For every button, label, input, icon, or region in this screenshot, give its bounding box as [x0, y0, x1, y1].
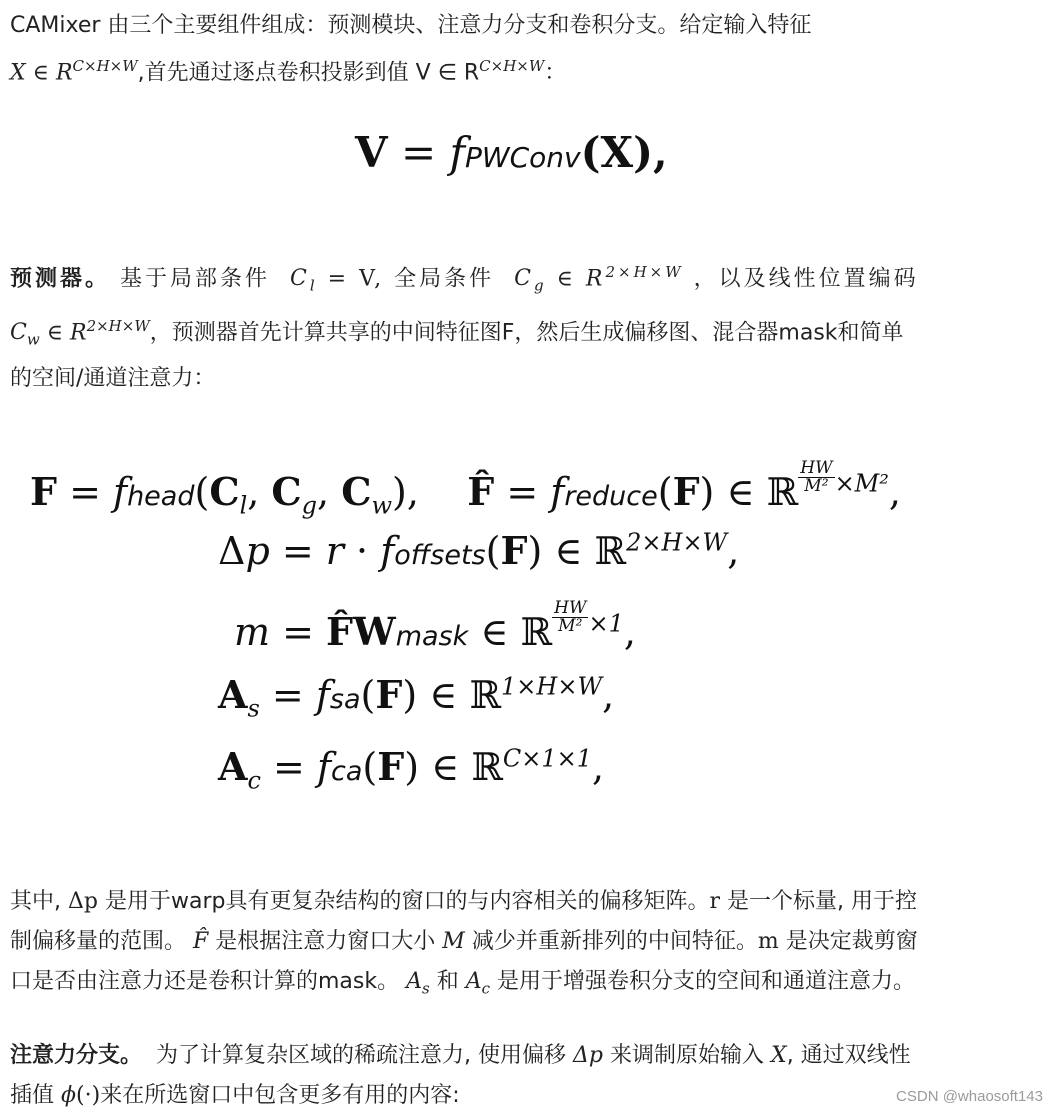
eq-row-5: $A_c = fca(F)$ ∈ ℝ$^{C\times 1\times 1}$, [218, 744, 605, 795]
intro-paragraph [10, 6, 1050, 93]
explain-text-1: 其中, [10, 889, 61, 914]
equation-system [20, 440, 1050, 820]
explain-text-4: 制偏移量的范围。 [10, 929, 187, 954]
predictor-line-2: $C_w$ ∈ $R^{2\times H\times W}$，预测器首先计算共享的中间特征图F，然后生成偏移图、混合器mask和简单 [10, 316, 904, 349]
intro-text-1: CAMixer 由三个主要组件组成：预测模块、注意力分支和卷积分支。给定输入特征 [10, 13, 812, 38]
explain-text-7: 是决定裁剪窗 [785, 929, 918, 954]
eq-row-4: $A_s = fsa(F)$ ∈ ℝ$^{1\times H\times W}$, [218, 672, 615, 723]
eq-row-3-sub: mask [395, 621, 469, 652]
eq-row-2: Δp = r · foffsets(F) ∈ ℝ$^{2\times H\times W}$, [218, 528, 740, 573]
eq-row-1-sub2: reduce [564, 481, 658, 512]
intro-sup-2: C×H×W [479, 57, 545, 75]
eq-row-1-sub: head [127, 481, 195, 512]
predictor-text-2: 全局条件 [394, 266, 495, 292]
predictor-line-3 [10, 359, 1050, 399]
eq1-f: f [449, 128, 466, 177]
eq1-sub: PWConv [465, 141, 581, 174]
explain-text-9: 和 [436, 969, 459, 994]
watermark: CSDN @whaosoft143 [896, 1088, 1043, 1105]
equation-pwconv [355, 128, 668, 177]
attention-line-1: 注意力分支。 为了计算复杂区域的稀疏注意力, 使用偏移 Δp 来调制原始输入 X, 通过双线性 [10, 1043, 911, 1068]
attention-paragraph [10, 1036, 1050, 1116]
explain-line-1: 其中, Δp 是用于warp具有更复杂结构的窗口的与内容相关的偏移矩阵。r 是一个标量, 用于控 [10, 889, 918, 914]
explain-text-10: 是用于增强卷积分支的空间和通道注意力。 [497, 969, 916, 994]
explain-line-2: 制偏移量的范围。 F̂ 是根据注意力窗口大小 M 减少并重新排列的中间特征。m 是决定裁剪窗 [10, 929, 918, 954]
eq-row-1: $F = fhead(C_l$, $C_g$, $C_w$), F̂ = freduce(F) ∈ ℝ $\frac{HW}{\text{M²}}$ $^{\times M^2}$, [30, 458, 901, 520]
intro-text-3: ： [544, 60, 567, 86]
predictor-text-3: ，以及线性位置编码 [693, 266, 919, 292]
eq-row-5-sub: ca [331, 756, 363, 787]
predictor-line-1: 预测器。 基于局部条件 $C_l = V$, 全局条件 $C_g$ ∈ $R^{2\times H\times W}$ ，以及线性位置编码 [10, 263, 919, 295]
eq-row-4-sub: sa [329, 684, 361, 715]
intro-math-x: X [10, 60, 26, 86]
predictor-heading: 预测器。 [10, 266, 111, 292]
explain-text-8: 口是否由注意力还是卷积计算的mask。 [10, 969, 400, 994]
eq1-lhs: V [355, 128, 388, 177]
predictor-text-1: 基于局部条件 [120, 266, 271, 292]
attention-text-1: 为了计算复杂区域的稀疏注意力, 使用偏移 [156, 1043, 567, 1068]
eq-row-3: m = F̂Wmask ∈ ℝ $\frac{HW}{\text{M²}}$ $^{\times 1}$, [234, 598, 636, 654]
eq1-equals: = [387, 128, 450, 177]
explain-text-5: 是根据注意力窗口大小 [215, 929, 436, 954]
intro-sup-1: C×H×W [72, 57, 138, 75]
explanation-paragraph [10, 882, 1050, 1008]
attention-text-4: 插值 [10, 1083, 55, 1108]
eq1-arg: (X), [580, 128, 668, 177]
attention-line-2: 插值 ϕ(·)来在所选窗口中包含更多有用的内容: [10, 1083, 460, 1108]
predictor-text-4: ，预测器首先计算共享的中间特征图F，然后生成偏移图、混合器mask和简单 [149, 320, 904, 346]
intro-line-2: X ∈ $R^{C\times H\times W}$,首先通过逐点卷积投影到值 V ∈ $R^{C\times H\times W}$： [10, 57, 567, 86]
attention-text-2: 来调制原始输入 [610, 1043, 765, 1068]
explain-text-6: 减少并重新排列的中间特征。 [471, 929, 758, 954]
explain-text-3: 是一个标量, 用于控 [727, 889, 918, 914]
attention-text-3: , 通过双线性 [786, 1043, 911, 1068]
intro-text-2: ,首先通过逐点卷积投影到值 V ∈ R [137, 60, 480, 86]
intro-line-1 [10, 6, 1050, 46]
attention-text-5: 来在所选窗口中包含更多有用的内容: [100, 1083, 460, 1108]
eq-row-2-sub: offsets [394, 540, 486, 571]
predictor-paragraph [10, 252, 1050, 399]
explain-line-3: 口是否由注意力还是卷积计算的mask。 $A_s$ 和 $A_c$ 是用于增强卷积分支的空间和通道注意力。 [10, 969, 916, 998]
predictor-text-5: 的空间/通道注意力： [10, 366, 216, 392]
explain-text-2: 是用于warp具有更复杂结构的窗口的与内容相关的偏移矩阵。 [104, 889, 710, 914]
attention-heading: 注意力分支。 [10, 1043, 143, 1068]
